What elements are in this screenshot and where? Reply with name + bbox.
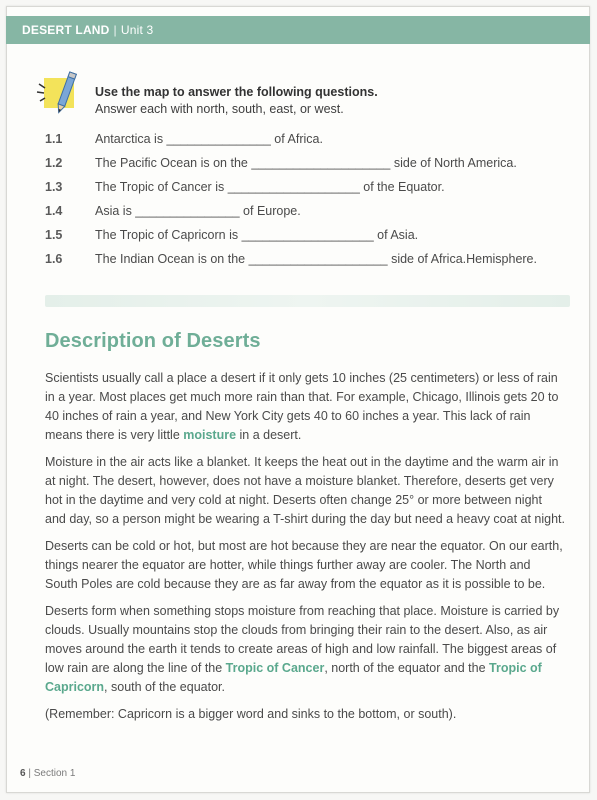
term-tropic-of-capricorn: Tropic of Capricorn — [45, 661, 542, 694]
question-row — [45, 252, 565, 276]
header-separator: | — [113, 23, 117, 37]
paragraph-remember: (Remember: Capricorn is a bigger word and sinks to the bottom, or south). — [45, 707, 457, 721]
question-row — [45, 132, 565, 156]
pencil-note-icon — [34, 70, 82, 118]
question-text: The Tropic of Cancer is ___________________ of the Equator. — [95, 180, 445, 194]
instructions-subtitle: Answer each with north, south, east, or west. — [95, 102, 344, 116]
unit-header — [6, 16, 590, 44]
question-text: Asia is _______________ of Europe. — [95, 204, 301, 218]
question-text: The Tropic of Capricorn is ___________________ of Asia. — [95, 228, 419, 242]
footer-separator: | — [28, 768, 31, 779]
page-footer — [20, 768, 75, 779]
question-text: The Pacific Ocean is on the ____________________ side of North America. — [95, 156, 517, 170]
instructions — [95, 84, 378, 118]
question-text: The Indian Ocean is on the ____________________ side of Africa.Hemisphere. — [95, 252, 537, 266]
question-row — [45, 180, 565, 204]
paragraph-desert-formation: Deserts form when something stops moisture from reaching that place. Moisture is carried by clouds. Usually mountains stop the clouds from bringing their rain to the desert. Also, as air moves around the earth it tends to create areas of high and low rainfall. The biggest areas of low rain are along the line of the Tropic of Cancer, north of the equator and the Tropic of Capricorn, south of the equator. — [45, 604, 560, 694]
question-row — [45, 204, 565, 228]
header-title: DESERT LAND — [22, 23, 110, 37]
question-list — [45, 132, 565, 276]
paragraph-moisture-blanket: Moisture in the air acts like a blanket. It keeps the heat out in the daytime and the warm air in at night. The desert, however, does not have a moisture blanket. Therefore, deserts get very hot in the daytime and very cold at night. Deserts often change 25° or more between night and day, so a person might be wearing a T-shirt during the day but need a heavy coat at night. — [45, 455, 566, 526]
question-number: 1.2 — [45, 156, 63, 170]
header-unit: Unit 3 — [120, 23, 154, 37]
paragraph-rainfall: Scientists usually call a place a desert if it only gets 10 inches (25 centimeters) or less of rain in a year. Most places get much more rain than that. For example, Chicago, Illinois gets 20 to 40 inches of rain a year, and New York City gets 40 to 60 inches a year. This lack of rain means there is very little moisture in a desert. — [45, 371, 559, 442]
question-number: 1.1 — [45, 132, 63, 146]
paragraph-cold-hot: Deserts can be cold or hot, but most are hot because they are near the equator. On our earth, things nearer the equator are hotter, while things further away are cooler. The North and South Poles are cold because they are as far away from the equator as it is possible to be. — [45, 539, 563, 591]
term-moisture: moisture — [183, 428, 237, 442]
question-number: 1.3 — [45, 180, 63, 194]
question-row — [45, 228, 565, 252]
page-number: 6 — [20, 768, 26, 779]
question-row — [45, 156, 565, 180]
section-title: Description of Deserts — [45, 330, 261, 352]
divider-band — [45, 295, 570, 307]
question-number: 1.6 — [45, 252, 63, 266]
question-number: 1.5 — [45, 228, 63, 242]
instructions-title: Use the map to answer the following questions. — [95, 85, 378, 99]
section-body — [45, 369, 565, 732]
footer-section: Section 1 — [33, 768, 76, 779]
question-text: Antarctica is _______________ of Africa. — [95, 132, 323, 146]
term-tropic-of-cancer: Tropic of Cancer — [225, 661, 325, 675]
question-number: 1.4 — [45, 204, 63, 218]
